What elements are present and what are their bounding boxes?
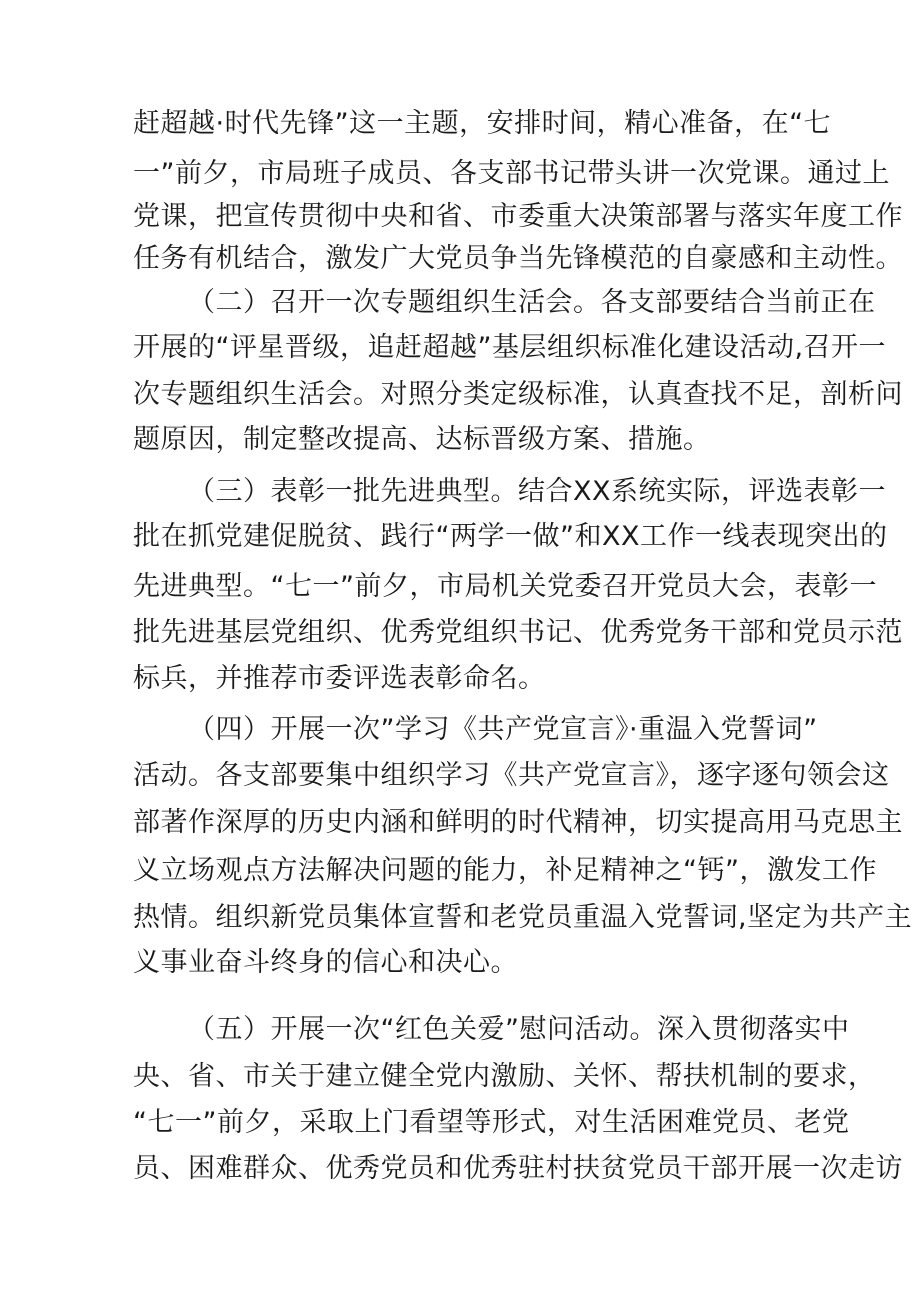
text-line: （二）召开一次专题组织生活会。各支部要结合当前正在 bbox=[188, 287, 876, 318]
text-line: 央、省、市关于建立健全党内激励、关怀、帮扶机制的要求， bbox=[133, 1061, 876, 1092]
text-line: 赶超越·时代先锋”这一主题，安排时间，精心准备，在“七 bbox=[133, 108, 832, 139]
text-line: 一”前夕，市局班子成员、各支部书记带头讲一次党课。通过上 bbox=[133, 158, 890, 189]
text-line: 义事业奋斗终身的信心和决心。 bbox=[133, 947, 518, 978]
text-line: 员、困难群众、优秀党员和优秀驻村扶贫党员干部开展一次走访 bbox=[133, 1153, 903, 1184]
text-line: 任务有机结合，激发广大党员争当先锋模范的自豪感和主动性。 bbox=[133, 243, 903, 274]
text-line: 批在抓党建促脱贫、践行“两学一做”和XX工作一线表现突出的 bbox=[133, 521, 888, 552]
text-line: 开展的“评星晋级，追赶超越”基层组织标准化建设活动,召开一 bbox=[133, 332, 887, 363]
text-line: 标兵，并推荐市委评选表彰命名。 bbox=[133, 663, 546, 694]
text-line: “七一”前夕，采取上门看望等形式，对生活困难党员、老党 bbox=[133, 1107, 850, 1138]
text-line: 热情。组织新党员集体宣誓和老党员重温入党誓词,坚定为共产主 bbox=[133, 902, 913, 933]
text-line: 党课，把宣传贯彻中央和省、市委重大决策部署与落实年度工作 bbox=[133, 201, 903, 232]
text-line: （四）开展一次”学习《共产党宣言》·重温入党誓词” bbox=[188, 714, 818, 745]
text-line: （五）开展一次“红色关爱”慰问活动。深入贯彻落实中 bbox=[188, 1014, 850, 1045]
text-line: 题原因，制定整改提高、达标晋级方案、措施。 bbox=[133, 424, 711, 455]
text-line: 批先进基层党组织、优秀党组织书记、优秀党务干部和党员示范 bbox=[133, 617, 903, 648]
text-line: 部著作深厚的历史内涵和鲜明的时代精神，切实提高用马克思主 bbox=[133, 807, 903, 838]
text-line: 次专题组织生活会。对照分类定级标准，认真查找不足，剖析问 bbox=[133, 379, 903, 410]
text-line: 先进典型。“七一”前夕，市局机关党委召开党员大会，表彰一 bbox=[133, 571, 877, 602]
text-line: 义立场观点方法解决问题的能力，补足精神之“钙”，激发工作 bbox=[133, 855, 877, 886]
text-line: 活动。各支部要集中组织学习《共产党宣言》，逐字逐句领会这 bbox=[133, 760, 890, 791]
text-line: （三）表彰一批先进典型。结合XX系统实际，评选表彰一 bbox=[188, 476, 886, 507]
